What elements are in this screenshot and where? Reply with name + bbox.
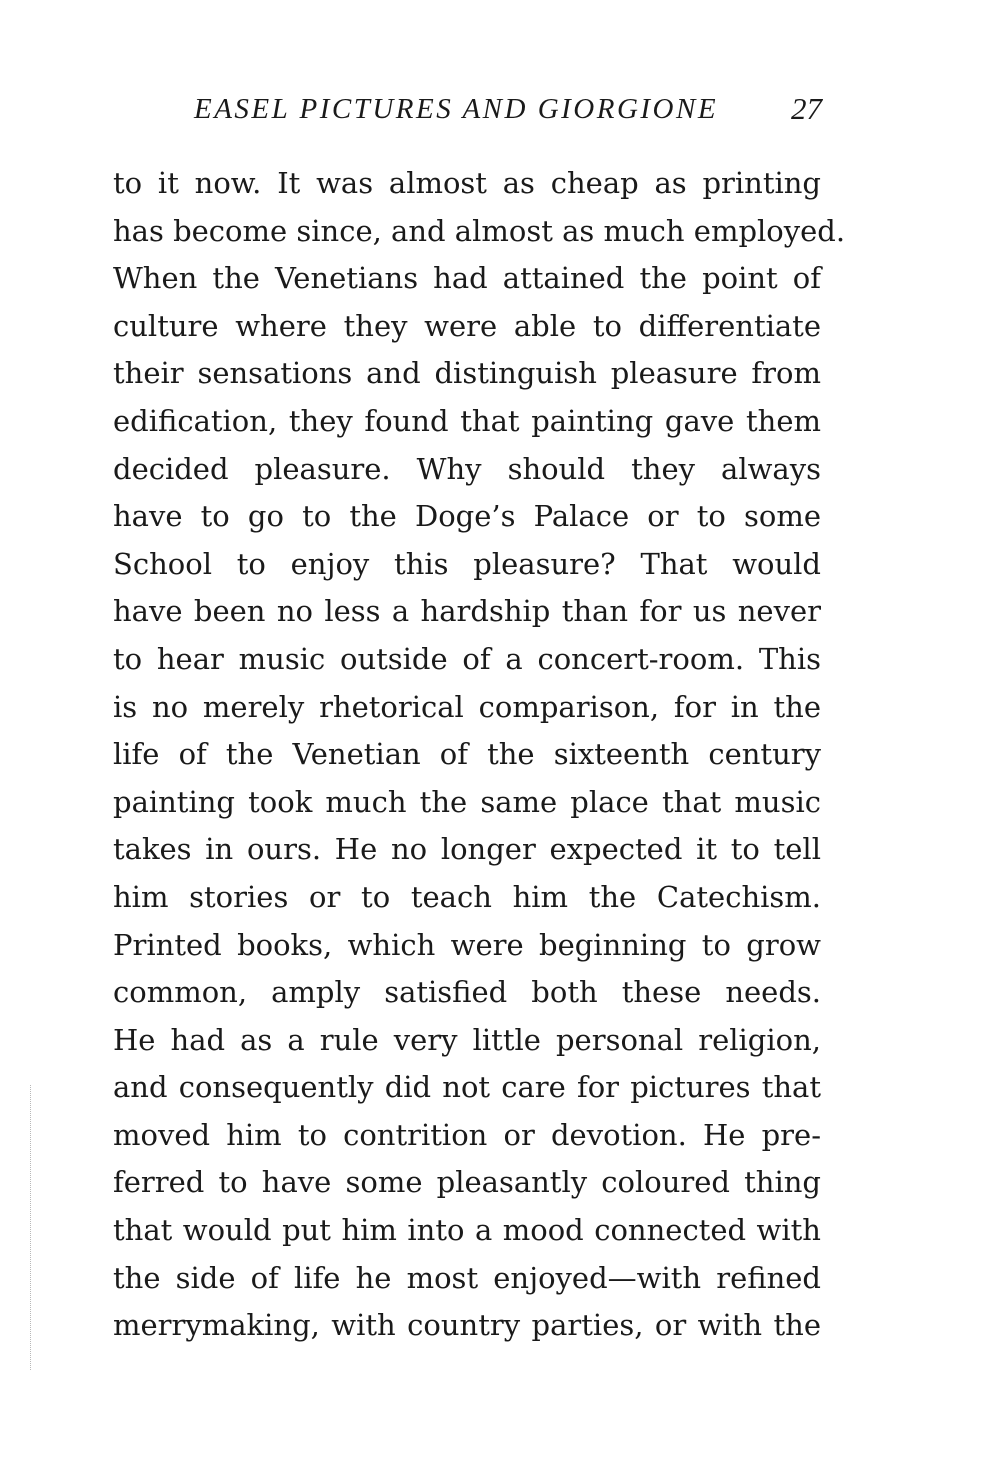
- text-line: to hear music outside of a concert-room. This: [113, 641, 821, 676]
- text-line: the side of life he most enjoyed—with refined: [113, 1260, 821, 1295]
- text-line: School to enjoy this pleasure? That would: [113, 546, 821, 581]
- text-line: takes in ours. He no longer expected it to tell: [113, 832, 821, 867]
- running-title: EASEL PICTURES AND GIORGIONE: [194, 93, 719, 125]
- text-line: to it now. It was almost as cheap as printing: [113, 166, 821, 200]
- text-line: edification, they found that painting gave them: [113, 403, 821, 438]
- text-line: their sensations and distinguish pleasure from: [113, 356, 821, 391]
- text-line: ferred to have some pleasantly coloured thing: [113, 1165, 821, 1200]
- body-text: [113, 160, 846, 1350]
- text-line: common, amply satisfied both these needs.: [113, 975, 821, 1010]
- text-line: painting took much the same place that music: [113, 784, 821, 819]
- text-line: is no merely rhetorical comparison, for in the: [113, 689, 821, 724]
- text-line: moved him to contrition or devotion. He pre-: [113, 1117, 821, 1152]
- text-line: him stories or to teach him the Catechism.: [113, 879, 821, 914]
- text-line: and consequently did not care for pictures that: [113, 1070, 821, 1105]
- text-line: Printed books, which were beginning to grow: [113, 927, 821, 962]
- text-line: culture where they were able to differentiate: [113, 308, 821, 343]
- running-head: [112, 92, 822, 132]
- text-line: have to go to the Doge’s Palace or to some: [113, 499, 821, 534]
- page-number: 27: [791, 91, 822, 126]
- text-line: that would put him into a mood connected with: [113, 1213, 821, 1248]
- text-line: life of the Venetian of the sixteenth century: [113, 737, 821, 772]
- text-line: merrymaking, with country parties, or with the: [113, 1308, 821, 1343]
- text-line: have been no less a hardship than for us never: [113, 594, 821, 629]
- text-line: decided pleasure. Why should they always: [113, 451, 821, 486]
- text-line: When the Venetians had attained the point of: [113, 261, 821, 296]
- text-line: He had as a rule very little personal religion,: [113, 1022, 821, 1057]
- gutter-dot-marks: [30, 1085, 37, 1370]
- text-line: has become since, and almost as much employed.: [113, 213, 846, 248]
